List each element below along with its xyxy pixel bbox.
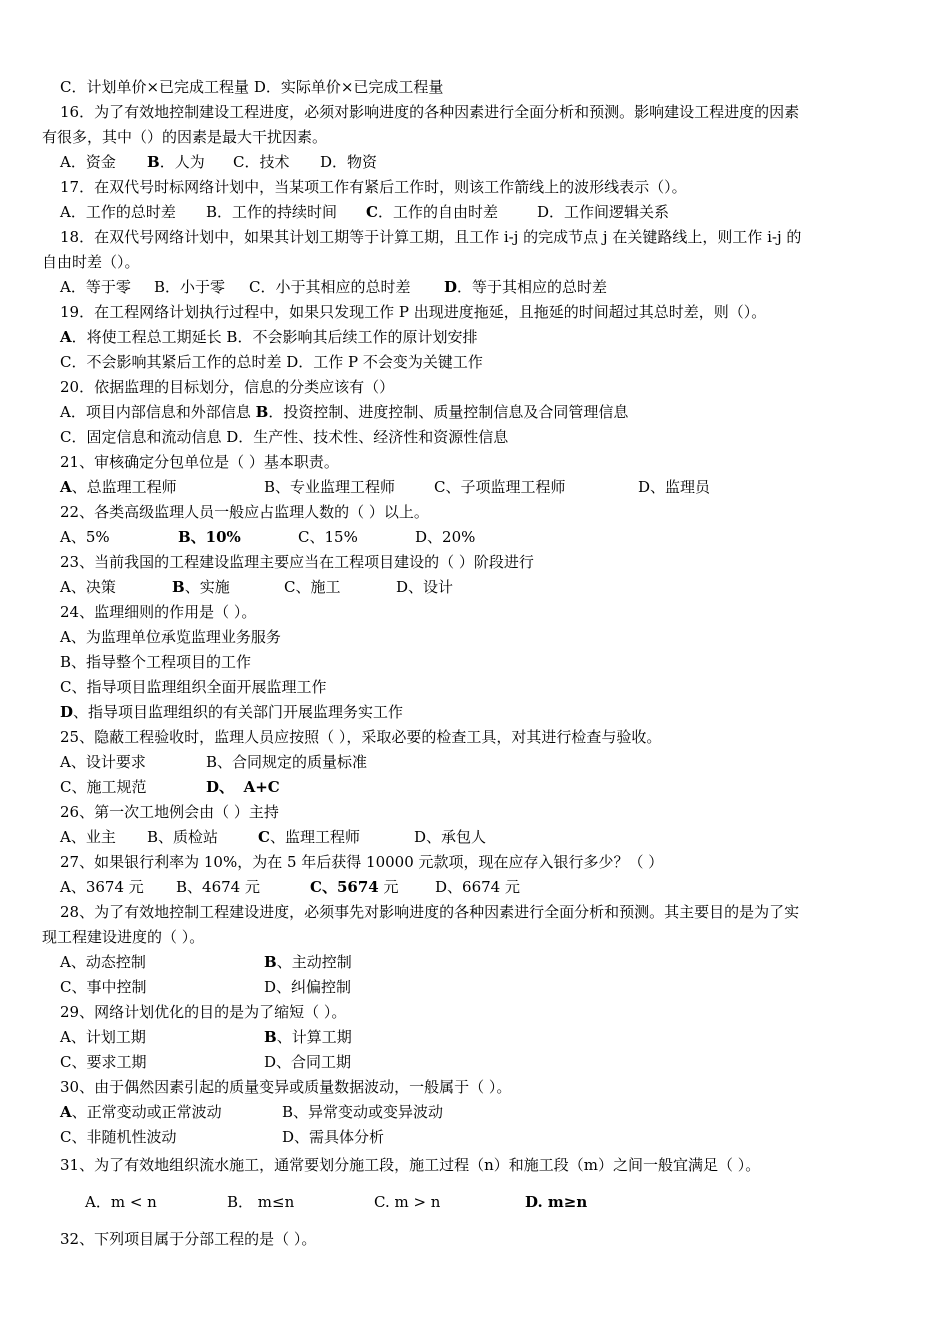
q21-text: 21、审核确定分包单位是（ ）基本职责。 (60, 453, 339, 471)
q24-text: 24、监理细则的作用是（ ）。 (60, 603, 257, 621)
q28-text: 28、为了有效地控制工程建设进度，必须事先对影响进度的各种因素进行全面分析和预测。其主要目的是为了实 (60, 903, 800, 921)
q19-options-ab: A．将使工程总工期延长 B．不会影响其后续工作的原计划安排 (60, 328, 478, 346)
q29-text: 29、网络计划优化的目的是为了缩短（ ）。 (60, 1003, 347, 1021)
q15-options-cd: C．计划单价×已完成工程量 D．实际单价×已完成工程量 (60, 78, 444, 96)
q30-text: 30、由于偶然因素引起的质量变异或质量数据波动，一般属于（ ）。 (60, 1078, 512, 1096)
q24-option-b: B、指导整个工程项目的工作 (60, 653, 252, 671)
q18-text: 18．在双代号网络计划中，如果其计划工期等于计算工期，且工作 i-j 的完成节点 j 在关键路线上，则工作 i-j 的 (60, 228, 802, 246)
q19-text: 19．在工程网络计划执行过程中，如果只发现工作 P 出现进度拖延，且拖延的时间超过其总时差，则（）。 (60, 303, 767, 321)
q28-text-cont: 现工程建设进度的（ ）。 (42, 928, 205, 946)
q31-text: 31、为了有效地组织流水施工，通常要划分施工段，施工过程（n）和施工段（m）之间一般宜满足（ ）。 (60, 1156, 761, 1174)
q18-text-cont: 自由时差（）。 (42, 253, 140, 271)
q22-text: 22、各类高级监理人员一般应占监理人数的（ ）以上。 (60, 503, 429, 521)
q27-text: 27、如果银行利率为 10%，为在 5 年后获得 10000 元款项，现在应存入银行多少？（ ） (60, 853, 664, 871)
q16-text: 16．为了有效地控制建设工程进度，必须对影响进度的各种因素进行全面分析和预测。影响建设工程进度的因素 (60, 103, 800, 121)
q17-text: 17．在双代号时标网络计划中，当某项工作有紧后工作时，则该工作箭线上的波形线表示（）。 (60, 178, 687, 196)
q24-option-d: D、指导项目监理组织的有关部门开展监理务实工作 (60, 703, 404, 721)
q23-text: 23、当前我国的工程建设监理主要应当在工程项目建设的（ ）阶段进行 (60, 553, 534, 571)
q24-option-c: C、指导项目监理组织全面开展监理工作 (60, 678, 327, 696)
q32-text: 32、下列项目属于分部工程的是（ ）。 (60, 1230, 317, 1248)
document-page: C．计划单价×已完成工程量 D．实际单价×已完成工程量 16．为了有效地控制建设工程进度，必须对影响进度的各种因素进行全面分析和预测。影响建设工程进度的因素 有很多，其中（）的因素是最大干扰因素。 A．资金 B．人为 C．技术 D．物资 17．在双代号时标网络计划中，当某项工作有紧后工作时，则该工作箭线上的波形线表示（）。 A．工作的总时差 B．工作的持续时间 C．工作的自由时差 D．工作间逻辑关系 18．在双代号网络计划中，如果其计划工期等于计算工期，且工作 i-j 的完成节点 j 在关键路线上，则工作 i-j 的 自由时差（）。 A．等于零 B．小于零 C．小于其相应的总时差 D．等于其相应的总时差 19．在工程网络计划执行过程中，如果只发现工作 P 出现进度拖延，且拖延的时间超过其总时差，则（）。 A．将使工程总工期延长 B．不会影响其后续工作的原计划安排 C．不会影响其紧后工作的总时差 D．工作 P 不会变为关键工作 20．依据监理的目标划分，信息的分类应该有（） A．项目内部信息和外部信息 B．投资控制、进度控制、质量控制信息及合同管理信息 C．固定信息和流动信息 D．生产性、技术性、经济性和资源性信息 21、审核确定分包单位是（ ）基本职责。 A、总监理工程师 B、专业监理工程师 C、子项监理工程师 D、监理员 22、各类高级监理人员一般应占监理人数的（ ）以上。 A、5% B、10% C、15% D、20% 23、当前我国的工程建设监理主要应当在工程项目建设的（ ）阶段进行 A、决策 B、实施 C、施工 D、设计 24、监理细则的作用是（ ）。 A、为监理单位承览监理业务服务 B、指导整个工程项目的工作 C、指导项目监理组织全面开展监理工作 D、指导项目监理组织的有关部门开展监理务实工作 25、隐蔽工程验收时，监理人员应按照（ ），采取必要的检查工具，对其进行检查与验收。 A、设计要求 B、合同规定的质量标准 C、施工规范 D、 A+C 26、第一次工地例会由（ ）主持 A、业主 B、质检站 C、监理工程师 D、承包人 27、如果银行利率为 10%，为在 5 年后获得 10000 元款项，现在应存入银行多少？（ ） A、3674 元 B、4674 元 C、5674 元 D、6674 元 28、为了有效地控制工程建设进度，必须事先对影响进度的各种因素进行全面分析和预测。其主要目的是为了实 现工程建设进度的（ ）。 A、动态控制 B、主动控制 C、事中控制 D、纠偏控制 29、网络计划优化的目的是为了缩短（ ）。 A、计划工期 B、计算工期 C、要求工期 D、合同工期 30、由于偶然因素引起的质量变异或质量数据波动，一般属于（ ）。 A、正常变动或正常波动 B、异常变动或变异波动 C、非随机性波动 D、需具体分析 31、为了有效地组织流水施工，通常要划分施工段，施工过程（n）和施工段（m）之间一般宜满足（ ）。 A．m < n B． m≤n C. m > n D. m≥n 32、下列项目属于分部工程的是（ ）。 (0, 0, 950, 1344)
q24-option-a: A、为监理单位承览监理业务服务 (60, 628, 281, 646)
q26-text: 26、第一次工地例会由（ ）主持 (60, 803, 279, 821)
q25-text: 25、隐蔽工程验收时，监理人员应按照（ ），采取必要的检查工具，对其进行检查与验收。 (60, 728, 662, 746)
q20-options-ab: A．项目内部信息和外部信息 B．投资控制、进度控制、质量控制信息及合同管理信息 (60, 403, 629, 421)
q20-options-cd: C．固定信息和流动信息 D．生产性、技术性、经济性和资源性信息 (60, 428, 509, 446)
q19-options-cd: C．不会影响其紧后工作的总时差 D．工作 P 不会变为关键工作 (60, 353, 483, 371)
q20-text: 20．依据监理的目标划分，信息的分类应该有（） (60, 378, 395, 396)
q16-text-cont: 有很多，其中（）的因素是最大干扰因素。 (42, 128, 328, 146)
